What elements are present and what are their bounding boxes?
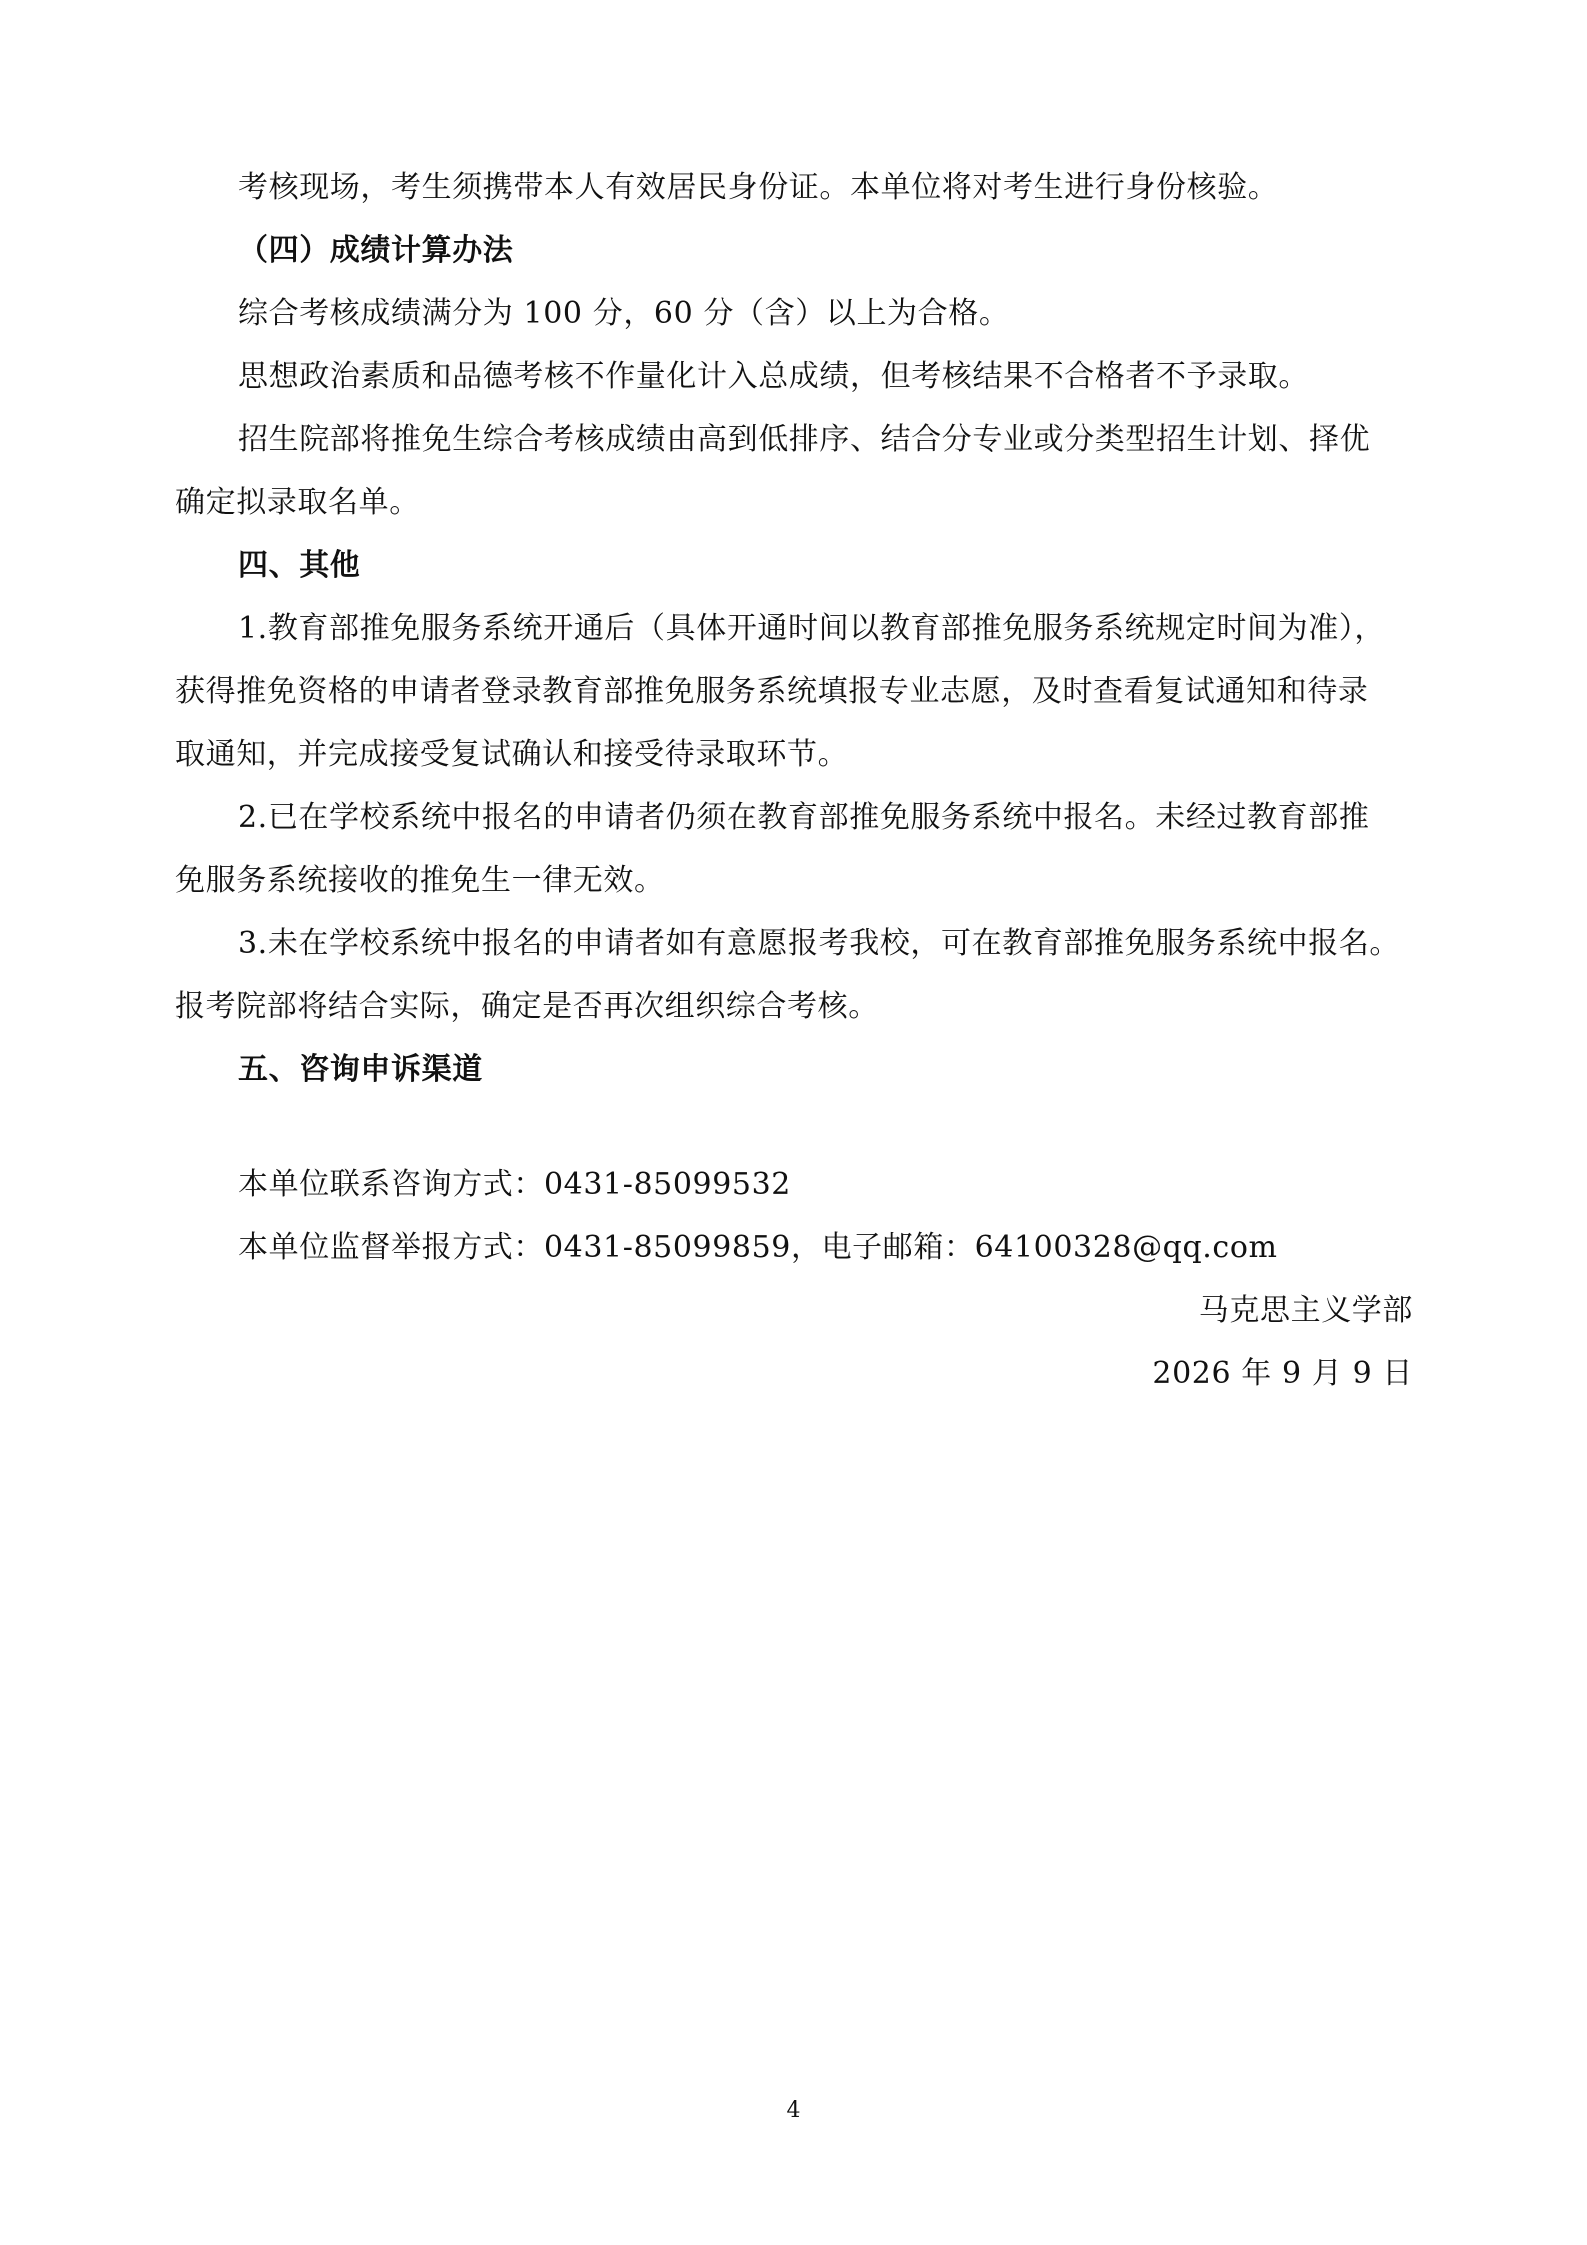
paragraph-line: 2.已在学校系统中报名的申请者仍须在教育部推免服务系统中报名。未经过教育部推 bbox=[238, 800, 1370, 835]
signature-unit: 马克思主义学部 bbox=[1198, 1293, 1413, 1328]
contact-line: 本单位联系咨询方式：0431-85099532 bbox=[238, 1167, 791, 1202]
paragraph-line: 免服务系统接收的推免生一律无效。 bbox=[175, 863, 665, 898]
paragraph-line: 报考院部将结合实际，确定是否再次组织综合考核。 bbox=[175, 989, 879, 1024]
section-heading: 五、咨询申诉渠道 bbox=[238, 1052, 483, 1087]
paragraph-line: 1.教育部推免服务系统开通后（具体开通时间以教育部推免服务系统规定时间为准）， bbox=[238, 611, 1386, 646]
paragraph-line: 招生院部将推免生综合考核成绩由高到低排序、结合分专业或分类型招生计划、择优 bbox=[238, 422, 1371, 457]
section-heading: 四、其他 bbox=[238, 548, 361, 583]
paragraph-line: 获得推免资格的申请者登录教育部推免服务系统填报专业志愿，及时查看复试通知和待录 bbox=[175, 674, 1369, 709]
signature-date: 2026 年 9 月 9 日 bbox=[1152, 1356, 1413, 1391]
paragraph-line: 确定拟录取名单。 bbox=[175, 485, 420, 520]
contact-line: 本单位监督举报方式：0431-85099859，电子邮箱：64100328@qq.com bbox=[238, 1230, 1278, 1265]
paragraph-line: 考核现场，考生须携带本人有效居民身份证。本单位将对考生进行身份核验。 bbox=[238, 170, 1279, 205]
paragraph-line: 3.未在学校系统中报名的申请者如有意愿报考我校，可在教育部推免服务系统中报名。 bbox=[238, 926, 1401, 961]
paragraph-line: 取通知，并完成接受复试确认和接受待录取环节。 bbox=[175, 737, 849, 772]
section-heading: （四）成绩计算办法 bbox=[238, 233, 514, 268]
paragraph-line: 综合考核成绩满分为 100 分，60 分（含）以上为合格。 bbox=[238, 296, 1010, 331]
paragraph-line: 思想政治素质和品德考核不作量化计入总成绩，但考核结果不合格者不予录取。 bbox=[238, 359, 1309, 394]
page-number: 4 bbox=[786, 2098, 801, 2123]
